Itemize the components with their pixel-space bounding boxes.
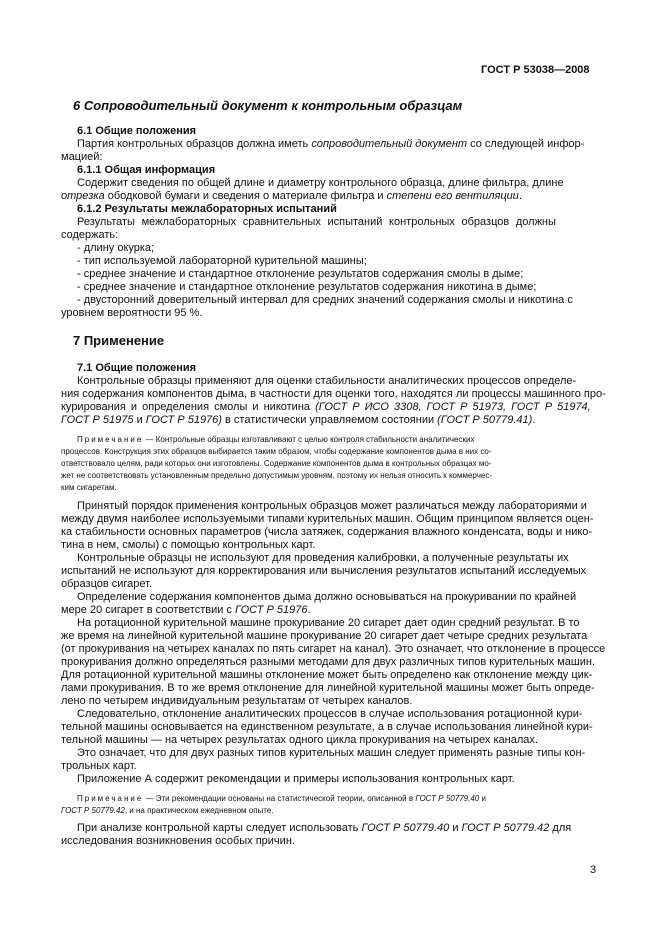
paragraph-line: ка стабильности основных параметров (числа затяжек, содержания влажного конденсата, воды и нико- — [61, 526, 593, 538]
paragraph-line: тельной машины основывается на единственном результате, а в случае использования линейной кури- — [61, 721, 593, 733]
paragraph-line: При анализе контрольной карты следует использовать ГОСТ Р 50779.40 и ГОСТ Р 50779.42 для — [77, 822, 572, 834]
paragraph-line: трольных карт. — [61, 760, 137, 772]
note-line: ким сигаретам. — [61, 483, 117, 492]
paragraph-line: содержать: — [61, 229, 119, 241]
paragraph-line: исследования возникновения особых причин. — [61, 835, 295, 847]
paragraph-line: Для ротационной курительной машины отклонение может быть определено как отклонение между цик- — [61, 669, 593, 681]
note-line: процессов. Конструкция этих образцов выбирается таким образом, чтобы содержание компонентов дыма в них со- — [61, 447, 492, 456]
section-7-1-heading: 7.1 Общие положения — [77, 362, 197, 374]
list-item: - длину окурка; — [77, 242, 155, 254]
paragraph-line: тельной машины — на четырех результатах одного цикла прокуривания на четырех каналах. — [61, 734, 538, 746]
paragraph-line: Контрольные образцы не используют для проведения калибровки, а полученные результаты их — [77, 552, 569, 564]
document-id: ГОСТ Р 53038—2008 — [481, 64, 590, 76]
note-line: жет не соответствовать установленным предельно допустимым уровням, поэтому их нельзя относить к коммерчес- — [61, 471, 492, 480]
paragraph-line: (от прокуривания на четырех каналах по пять сигарет на канал). Это означает, что отклонение в процессе — [61, 643, 606, 655]
list-item: - двусторонний доверительный интервал для средних значений содержания смолы и никотина с — [77, 294, 573, 306]
list-item: уровнем вероятности 95 %. — [61, 307, 203, 319]
page-number: 3 — [590, 864, 597, 876]
paragraph-line: Содержит сведения по общей длине и диаметру контрольного образца, длине фильтра, длине — [77, 177, 564, 189]
section-7-title: 7 Применение — [73, 333, 165, 348]
paragraph-line: Приложение А содержит рекомендации и примеры использования контрольных карт. — [77, 773, 515, 785]
paragraph-line: Следовательно, отклонение аналитических процессов в случае использования ротационной кури- — [77, 708, 583, 720]
paragraph-line: Это означает, что для двух разных типов курительных машин следует применять разные типы кон- — [77, 747, 586, 759]
paragraph-line: прокуривания должно определяться разными методами для двух различных типов курительных машин. — [61, 656, 596, 668]
list-item: - среднее значение и стандартное отклонение результатов содержания никотина в дыме; — [77, 281, 537, 293]
paragraph-line: Результаты межлабораторных сравнительных испытаний контрольных образцов должны — [77, 216, 556, 228]
paragraph-line: тина в нем, смолы) с помощью контрольных карт. — [61, 539, 316, 551]
paragraph-line: Контрольные образцы применяют для оценки стабильности аналитических процессов определе- — [77, 375, 577, 387]
paragraph-line: мацией: — [61, 151, 103, 163]
section-6-1-1-heading: 6.1.1 Общая информация — [77, 164, 216, 176]
paragraph-line: же время на линейной курительной машине прокуривание 20 сигарет дает четыре средних результата — [61, 630, 588, 642]
note-line: ответствовало целям, ради которых они изготовлены. Содержание компонентов дыма в контрольных образцах мо- — [61, 459, 492, 468]
note-line: Примечание — Контрольные образцы изготавливают с целью контроля стабильности аналитических — [77, 435, 475, 444]
paragraph-line: Принятый порядок применения контрольных образцов может различаться между лабораториями и — [77, 500, 587, 512]
paragraph-line: мере 20 сигарет в соответствии с ГОСТ Р 51976. — [61, 604, 311, 616]
list-item: - тип используемой лабораторной курительной машины; — [77, 255, 367, 267]
note-line: ГОСТ Р 50779.42, и на практическом ежедневном опыте. — [61, 806, 274, 815]
section-6-1-2-heading: 6.1.2 Результаты межлабораторных испытаний — [77, 203, 337, 215]
paragraph-line: ния содержания компонентов дыма, в частности для оценки того, находятся ли процессы машинного про- — [61, 388, 606, 400]
paragraph-line: лами прокуривания. В то же время отклонение для линейной курительной машины может быть опреде- — [61, 682, 595, 694]
paragraph-line: курирования и определения смолы и никотина (ГОСТ Р ИСО 3308, ГОСТ Р 51973, ГОСТ Р 51974, — [61, 401, 591, 413]
paragraph-line: образцов сигарет. — [61, 578, 153, 590]
section-6-1-heading: 6.1 Общие положения — [77, 125, 197, 137]
paragraph-line: Партия контрольных образцов должна иметь сопроводительный документ со следующей инфор- — [77, 138, 585, 150]
list-item: - среднее значение и стандартное отклонение результатов содержания смолы в дыме; — [77, 268, 524, 280]
paragraph-line: испытаний не используют для корректирования или вычисления результатов испытаний исследуемых — [61, 565, 587, 577]
section-6-title: 6 Сопроводительный документ к контрольным образцам — [73, 98, 463, 113]
paragraph-line: На ротационной курительной машине прокуривание 20 сигарет дает один средний результат. В то — [77, 617, 580, 629]
paragraph-line: ГОСТ Р 51975 и ГОСТ Р 51976) в статистически управляемом состоянии (ГОСТ Р 50779.41). — [61, 414, 536, 426]
paragraph-line: Определение содержания компонентов дыма должно основываться на прокуривании по крайней — [77, 591, 577, 603]
paragraph-line: отрезка ободковой бумаги и сведения о материале фильтра и степени его вентиляции. — [61, 190, 522, 202]
paragraph-line: лено по четырем индивидуальным результатам от четырех каналов. — [61, 695, 413, 707]
note-line: Примечание — Эти рекомендации основаны на статистической теории, описанной в ГОСТ Р 50779.40 и — [77, 794, 486, 803]
paragraph-line: между двумя наиболее используемыми типами курительных машин. Общим принципом является оцен- — [61, 513, 594, 525]
